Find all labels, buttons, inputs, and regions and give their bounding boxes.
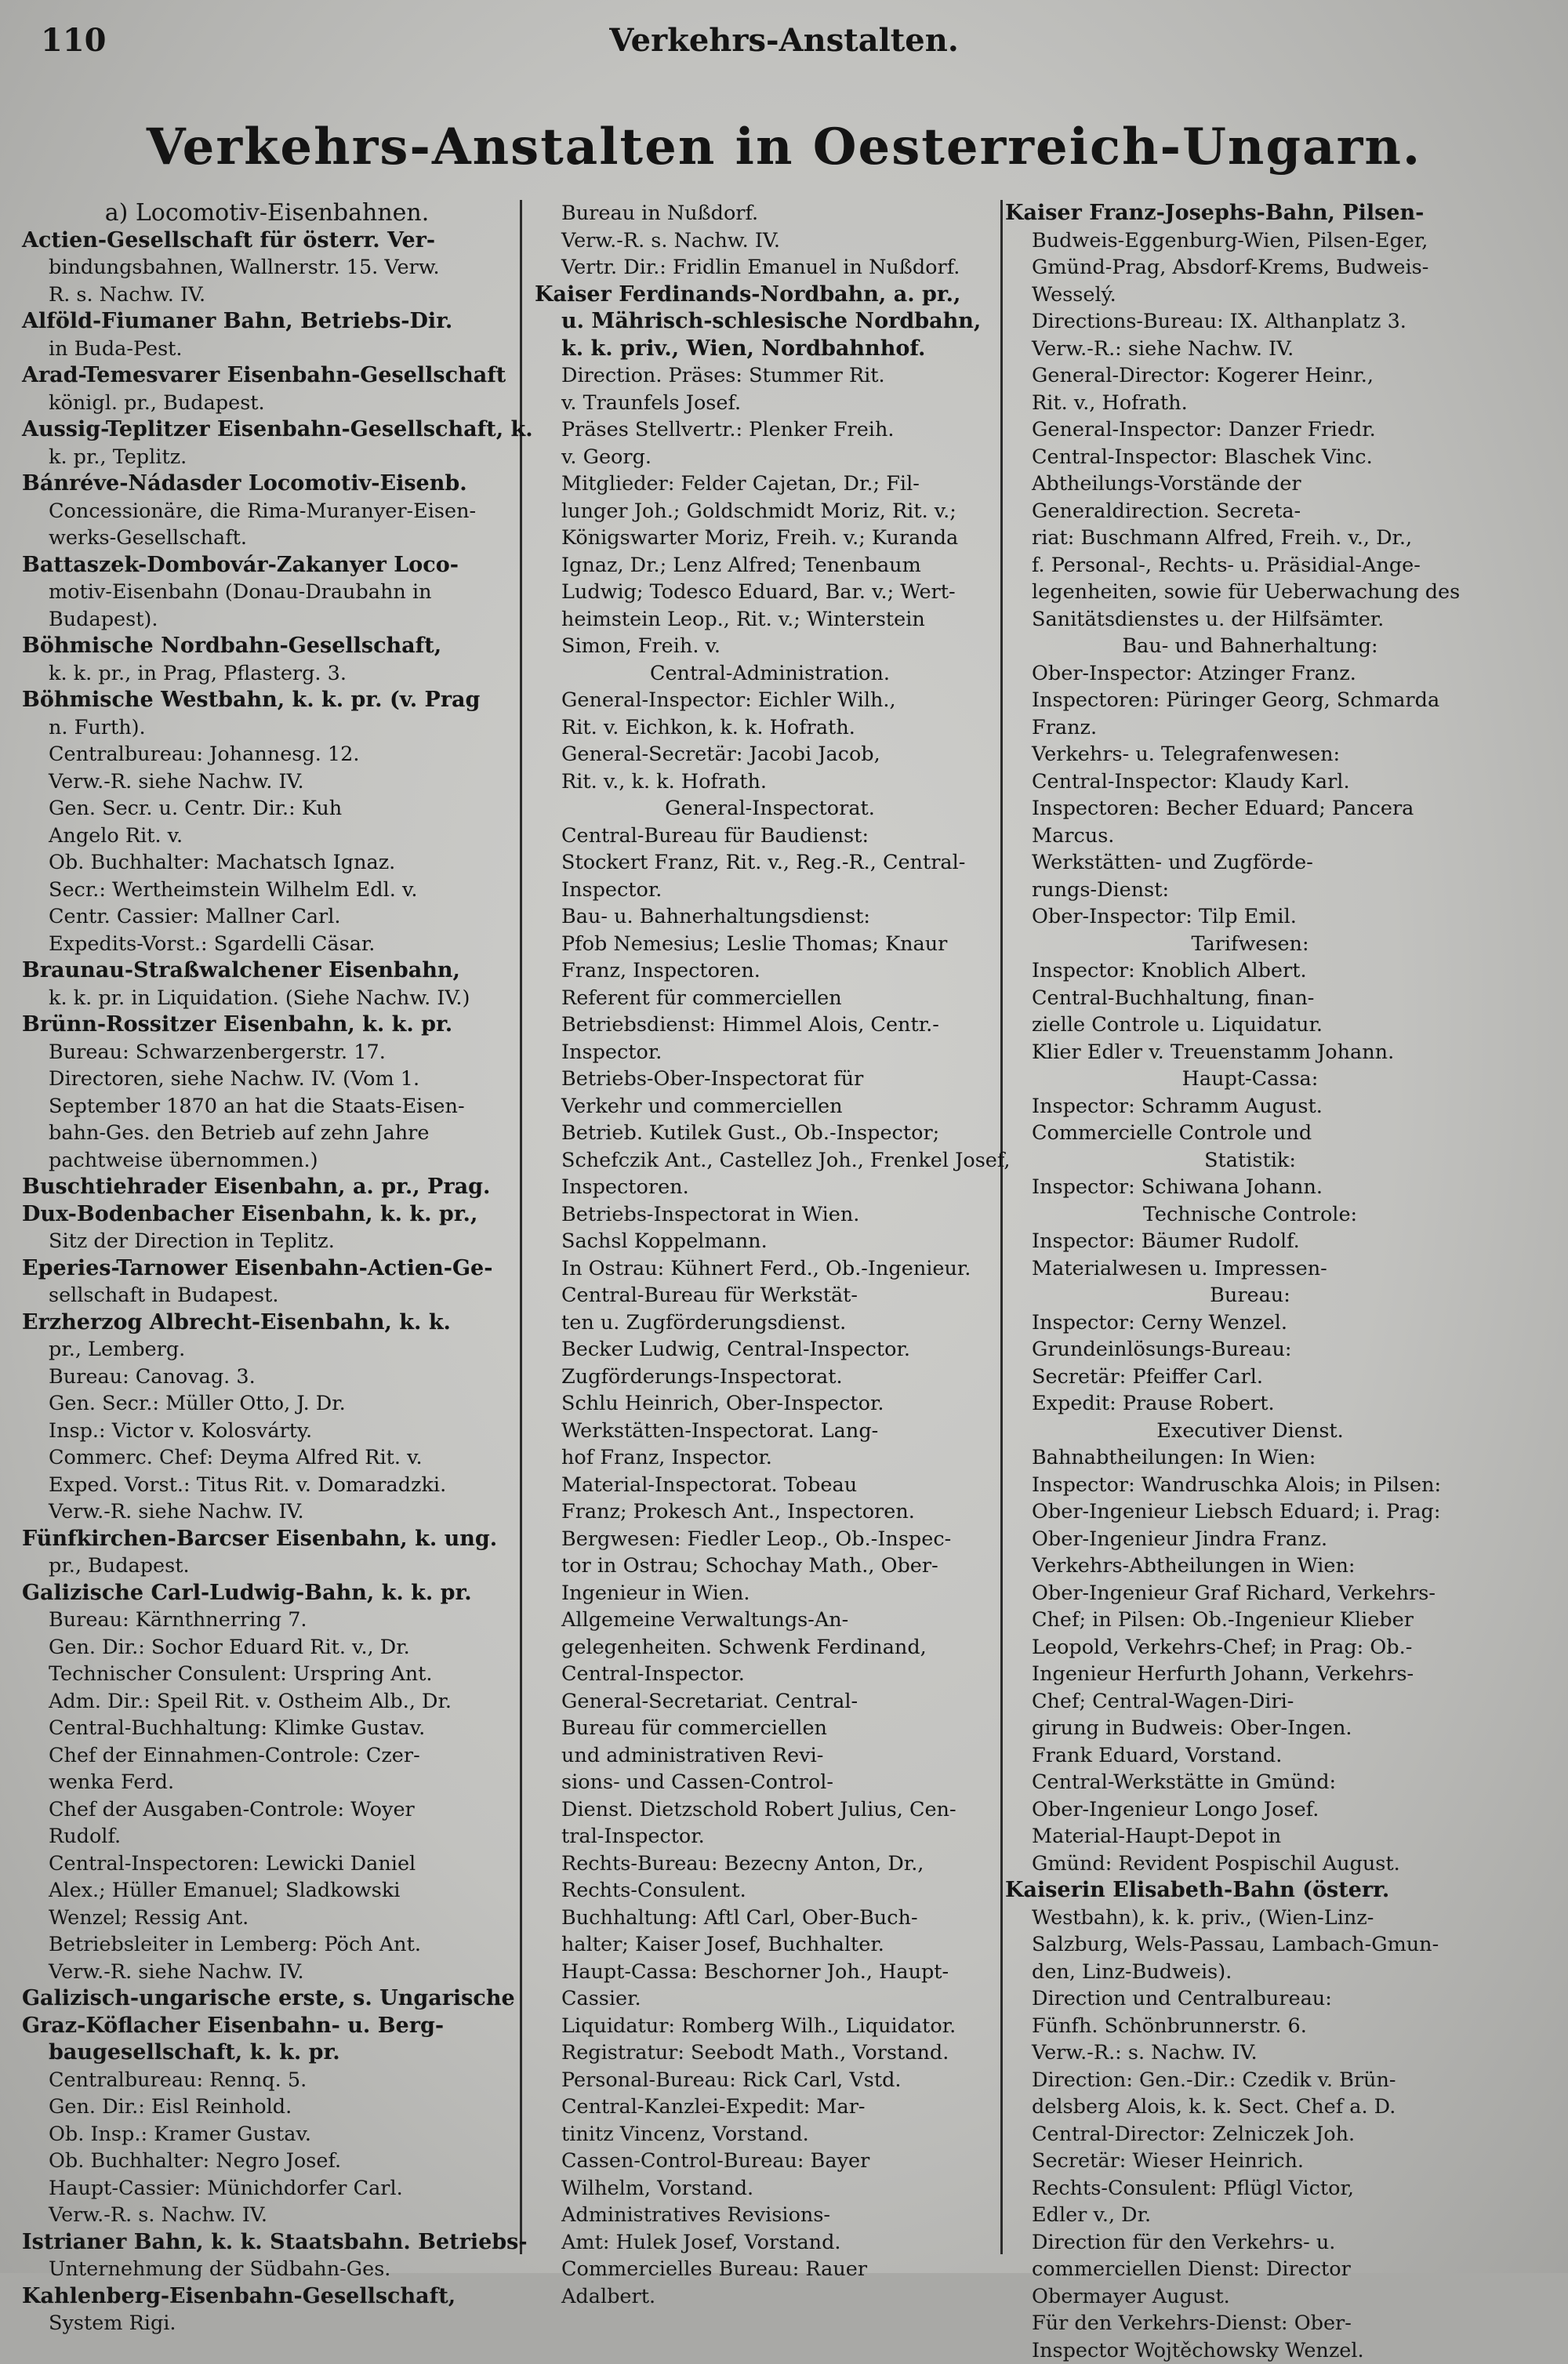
text-line: Central-Buchhaltung: Klimke Gustav. (22, 1715, 512, 1742)
text-line: delsberg Alois, k. k. Sect. Chef a. D. (1005, 2093, 1495, 2121)
text-line: Angelo Rit. v. (22, 822, 512, 850)
text-line: motiv-Eisenbahn (Donau-Draubahn in (22, 579, 512, 606)
text-line: Bureau: (1005, 1282, 1495, 1309)
text-line: Gen. Secr. u. Centr. Dir.: Kuh (22, 795, 512, 822)
text-line: Unternehmung der Südbahn-Ges. (22, 2256, 512, 2283)
text-line: System Rigi. (22, 2310, 512, 2337)
text-line: bahn-Ges. den Betrieb auf zehn Jahre (22, 1120, 512, 1147)
text-line: Central-Inspectoren: Lewicki Daniel (22, 1850, 512, 1878)
text-line: Inspector Wojtěchowsky Wenzel. (1005, 2337, 1495, 2364)
text-line: Wesselý. (1005, 281, 1495, 309)
text-line: Pfob Nemesius; Leslie Thomas; Knaur (535, 931, 1005, 958)
text-line: Franz; Prokesch Ant., Inspectoren. (535, 1498, 1005, 1526)
text-line: Technischer Consulent: Urspring Ant. (22, 1661, 512, 1688)
text-line: Commercielle Controle und (1005, 1120, 1495, 1147)
text-line: Chef; Central-Wagen-Diri- (1005, 1688, 1495, 1716)
text-line: Ober-Inspector: Atzinger Franz. (1005, 660, 1495, 688)
text-line: Bánréve-Nádasder Locomotiv-Eisenb. (22, 470, 512, 498)
text-line: Verw.-R.: siehe Nachw. IV. (1005, 336, 1495, 363)
text-line: Liquidatur: Romberg Wilh., Liquidator. (535, 2013, 1005, 2040)
text-line: Rechts-Consulent: Pflügl Victor, (1005, 2175, 1495, 2202)
text-line: Commerc. Chef: Deyma Alfred Rit. v. (22, 1444, 512, 1472)
text-line: Central-Bureau für Baudienst: (535, 822, 1005, 850)
text-line: Graz-Köflacher Eisenbahn- u. Berg- (22, 2013, 512, 2040)
text-line: Administratives Revisions- (535, 2202, 1005, 2229)
text-line: Executiver Dienst. (1005, 1418, 1495, 1445)
text-line: Inspector: Bäumer Rudolf. (1005, 1228, 1495, 1255)
text-line: Ob. Insp.: Kramer Gustav. (22, 2121, 512, 2148)
text-line: Braunau-Straßwalchener Eisenbahn, (22, 957, 512, 985)
text-line: Expedits-Vorst.: Sgardelli Cäsar. (22, 931, 512, 958)
text-line: n. Furth). (22, 714, 512, 742)
text-line: Dienst. Dietzschold Robert Julius, Cen- (535, 1796, 1005, 1824)
text-line: Inspectoren: Becher Eduard; Pancera (1005, 795, 1495, 822)
text-line: Ingenieur Herfurth Johann, Verkehrs- (1005, 1661, 1495, 1688)
text-line: Inspector: Schiwana Johann. (1005, 1174, 1495, 1201)
text-line: Ober-Inspector: Tilp Emil. (1005, 903, 1495, 931)
text-line: Bureau für commerciellen (535, 1715, 1005, 1742)
text-line: Directoren, siehe Nachw. IV. (Vom 1. (22, 1066, 512, 1093)
text-line: Rit. v., Hofrath. (1005, 390, 1495, 417)
text-line: Inspector: Knoblich Albert. (1005, 957, 1495, 985)
text-line: Wenzel; Ressig Ant. (22, 1905, 512, 1932)
text-line: Kaiserin Elisabeth-Bahn (österr. (1005, 1877, 1495, 1905)
text-line: Istrianer Bahn, k. k. Staatsbahn. Betriebs- (22, 2229, 512, 2257)
text-line: Directions-Bureau: IX. Althanplatz 3. (1005, 308, 1495, 336)
text-line: Rechts-Consulent. (535, 1877, 1005, 1905)
text-line: sellschaft in Budapest. (22, 1282, 512, 1309)
text-line: Secretär: Pfeiffer Carl. (1005, 1364, 1495, 1391)
text-line: Verw.-R. s. Nachw. IV. (535, 227, 1005, 255)
text-line: Kaiser Franz-Josephs-Bahn, Pilsen- (1005, 200, 1495, 227)
text-line: Central-Inspector: Klaudy Karl. (1005, 768, 1495, 796)
text-line: Inspectoren: Püringer Georg, Schmarda (1005, 687, 1495, 714)
text-line: Haupt-Cassa: (1005, 1066, 1495, 1093)
text-line: Eperies-Tarnower Eisenbahn-Actien-Ge- (22, 1255, 512, 1283)
text-line: Bureau in Nußdorf. (535, 200, 1005, 227)
page-header (0, 22, 1568, 69)
text-line: Obermayer August. (1005, 2283, 1495, 2311)
text-line: Actien-Gesellschaft für österr. Ver- (22, 227, 512, 255)
text-line: tor in Ostrau; Schochay Math., Ober- (535, 1552, 1005, 1580)
text-line: Central-Inspector. (535, 1661, 1005, 1688)
text-line: Schlu Heinrich, Ober-Inspector. (535, 1390, 1005, 1418)
text-line: Commercielles Bureau: Rauer (535, 2256, 1005, 2283)
text-line: werks-Gesellschaft. (22, 525, 512, 552)
text-line: Secr.: Wertheimstein Wilhelm Edl. v. (22, 877, 512, 904)
text-line: Schefczik Ant., Castellez Joh., Frenkel Josef, (535, 1147, 1005, 1175)
text-line: Stockert Franz, Rit. v., Reg.-R., Central- (535, 849, 1005, 877)
text-line: Simon, Freih. v. (535, 633, 1005, 660)
text-line: ten u. Zugförderungsdienst. (535, 1309, 1005, 1337)
text-line: Bureau: Schwarzenbergerstr. 17. (22, 1039, 512, 1066)
text-line: Ignaz, Dr.; Lenz Alfred; Tenenbaum (535, 552, 1005, 579)
text-line: Verw.-R. siehe Nachw. IV. (22, 768, 512, 796)
text-line: Betriebs-Inspectorat in Wien. (535, 1201, 1005, 1229)
text-line: Bergwesen: Fiedler Leop., Ob.-Inspec- (535, 1526, 1005, 1553)
text-line: Inspector. (535, 877, 1005, 904)
text-line: Frank Eduard, Vorstand. (1005, 1742, 1495, 1770)
text-line: Franz. (1005, 714, 1495, 742)
text-line: Adalbert. (535, 2283, 1005, 2311)
text-line: Kaiser Ferdinands-Nordbahn, a. pr., (535, 281, 1005, 309)
column-left (22, 200, 512, 2254)
text-line: Betriebs-Ober-Inspectorat für (535, 1066, 1005, 1093)
text-line: Alföld-Fiumaner Bahn, Betriebs-Dir. (22, 308, 512, 336)
text-line: Verw.-R. siehe Nachw. IV. (22, 1959, 512, 1986)
text-line: k. k. priv., Wien, Nordbahnhof. (535, 336, 1005, 363)
text-line: Böhmische Nordbahn-Gesellschaft, (22, 633, 512, 660)
text-line: lunger Joh.; Goldschmidt Moriz, Rit. v.; (535, 498, 1005, 525)
text-line: Central-Inspector: Blaschek Vinc. (1005, 444, 1495, 471)
text-line: sions- und Cassen-Control- (535, 1769, 1005, 1796)
text-line: Statistik: (1005, 1147, 1495, 1175)
text-line: Bau- u. Bahnerhaltungsdienst: (535, 903, 1005, 931)
text-line: Expedit: Prause Robert. (1005, 1390, 1495, 1418)
text-columns (0, 200, 1568, 2254)
text-line: Gen. Dir.: Sochor Eduard Rit. v., Dr. (22, 1634, 512, 1661)
text-line: Abtheilungs-Vorstände der (1005, 470, 1495, 498)
text-line: Sachsl Koppelmann. (535, 1228, 1005, 1255)
column-middle (535, 200, 1005, 2254)
text-line: Central-Administration. (535, 660, 1005, 688)
text-line: legenheiten, sowie für Ueberwachung des (1005, 579, 1495, 606)
text-line: v. Georg. (535, 444, 1005, 471)
text-line: Rit. v., k. k. Hofrath. (535, 768, 1005, 796)
text-line: Werkstätten- und Zugförde- (1005, 849, 1495, 877)
text-line: Central-Bureau für Werkstät- (535, 1282, 1005, 1309)
text-line: Klier Edler v. Treuenstamm Johann. (1005, 1039, 1495, 1066)
text-line: Kahlenberg-Eisenbahn-Gesellschaft, (22, 2283, 512, 2311)
text-line: Technische Controle: (1005, 1201, 1495, 1229)
text-line: Verw.-R. s. Nachw. IV. (22, 2202, 512, 2229)
text-line: Rechts-Bureau: Bezecny Anton, Dr., (535, 1850, 1005, 1878)
text-line: Budweis-Eggenburg-Wien, Pilsen-Eger, (1005, 227, 1495, 255)
text-line: Gmünd: Revident Pospischil August. (1005, 1850, 1495, 1878)
text-line: in Buda-Pest. (22, 336, 512, 363)
text-line: bindungsbahnen, Wallnerstr. 15. Verw. (22, 254, 512, 281)
text-line: Centralbureau: Johannesg. 12. (22, 741, 512, 768)
text-line: Arad-Temesvarer Eisenbahn-Gesellschaft (22, 362, 512, 390)
text-line: Centralbureau: Rennq. 5. (22, 2067, 512, 2094)
text-line: Edler v., Dr. (1005, 2202, 1495, 2229)
text-line: Cassier. (535, 1985, 1005, 2013)
text-line: Sanitätsdienstes u. der Hilfsämter. (1005, 606, 1495, 634)
text-line: Zugförderungs-Inspectorat. (535, 1364, 1005, 1391)
text-line: den, Linz-Budweis). (1005, 1959, 1495, 1986)
text-line: Becker Ludwig, Central-Inspector. (535, 1336, 1005, 1364)
text-line: k. k. pr. in Liquidation. (Siehe Nachw. IV.) (22, 985, 512, 1012)
text-line: Rudolf. (22, 1823, 512, 1850)
text-line: Ober-Ingenieur Longo Josef. (1005, 1796, 1495, 1824)
text-line: a) Locomotiv-Eisenbahnen. (22, 200, 512, 227)
text-line: u. Mährisch-schlesische Nordbahn, (535, 308, 1005, 336)
text-line: tinitz Vincenz, Vorstand. (535, 2121, 1005, 2148)
text-line: Aussig-Teplitzer Eisenbahn-Gesellschaft, k. (22, 416, 512, 444)
text-line: Wilhelm, Vorstand. (535, 2175, 1005, 2202)
text-line: Fünfh. Schönbrunnerstr. 6. (1005, 2013, 1495, 2040)
text-line: Böhmische Westbahn, k. k. pr. (v. Prag (22, 687, 512, 714)
text-line: girung in Budweis: Ober-Ingen. (1005, 1715, 1495, 1742)
text-line: Haupt-Cassier: Münichdorfer Carl. (22, 2175, 512, 2202)
text-line: Materialwesen u. Impressen- (1005, 1255, 1495, 1283)
text-line: Chef; in Pilsen: Ob.-Ingenieur Klieber (1005, 1607, 1495, 1634)
text-line: Verw.-R. siehe Nachw. IV. (22, 1498, 512, 1526)
text-line: commerciellen Dienst: Director (1005, 2256, 1495, 2283)
text-line: Bureau: Kärnthnerring 7. (22, 1607, 512, 1634)
text-line: und administrativen Revi- (535, 1742, 1005, 1770)
text-line: pr., Budapest. (22, 1552, 512, 1580)
text-line: Verkehrs-Abtheilungen in Wien: (1005, 1552, 1495, 1580)
text-line: Brünn-Rossitzer Eisenbahn, k. k. pr. (22, 1011, 512, 1039)
text-line: f. Personal-, Rechts- u. Präsidial-Ange- (1005, 552, 1495, 579)
text-line: Generaldirection. Secreta- (1005, 498, 1495, 525)
text-line: Erzherzog Albrecht-Eisenbahn, k. k. (22, 1309, 512, 1337)
text-line: wenka Ferd. (22, 1769, 512, 1796)
text-line: Central-Werkstätte in Gmünd: (1005, 1769, 1495, 1796)
text-line: Ob. Buchhalter: Machatsch Ignaz. (22, 849, 512, 877)
text-line: Gen. Dir.: Eisl Reinhold. (22, 2093, 512, 2121)
text-line: Central-Director: Zelniczek Joh. (1005, 2121, 1495, 2148)
text-line: Sitz der Direction in Teplitz. (22, 1228, 512, 1255)
text-line: Verkehr und commerciellen (535, 1093, 1005, 1120)
text-line: Secretär: Wieser Heinrich. (1005, 2148, 1495, 2175)
text-line: Dux-Bodenbacher Eisenbahn, k. k. pr., (22, 1201, 512, 1229)
text-line: Budapest). (22, 606, 512, 634)
text-line: Salzburg, Wels-Passau, Lambach-Gmun- (1005, 1931, 1495, 1959)
text-line: riat: Buschmann Alfred, Freih. v., Dr., (1005, 525, 1495, 552)
text-line: General-Director: Kogerer Heinr., (1005, 362, 1495, 390)
text-line: Galizische Carl-Ludwig-Bahn, k. k. pr. (22, 1580, 512, 1607)
text-line: Material-Haupt-Depot in (1005, 1823, 1495, 1850)
text-line: Direction und Centralbureau: (1005, 1985, 1495, 2013)
text-line: Amt: Hulek Josef, Vorstand. (535, 2229, 1005, 2257)
text-line: Gen. Secr.: Müller Otto, J. Dr. (22, 1390, 512, 1418)
text-line: Exped. Vorst.: Titus Rit. v. Domaradzki. (22, 1472, 512, 1499)
text-line: gelegenheiten. Schwenk Ferdinand, (535, 1634, 1005, 1661)
text-line: Central-Kanzlei-Expedit: Mar- (535, 2093, 1005, 2121)
text-line: Chef der Einnahmen-Controle: Czer- (22, 1742, 512, 1770)
text-line: Cassen-Control-Bureau: Bayer (535, 2148, 1005, 2175)
text-line: Material-Inspectorat. Tobeau (535, 1472, 1005, 1499)
text-line: Inspector: Wandruschka Alois; in Pilsen: (1005, 1472, 1495, 1499)
text-line: Alex.; Hüller Emanuel; Sladkowski (22, 1877, 512, 1905)
text-line: General-Secretariat. Central- (535, 1688, 1005, 1716)
text-line: Betriebsdienst: Himmel Alois, Centr.- (535, 1011, 1005, 1039)
text-line: Bahnabtheilungen: In Wien: (1005, 1444, 1495, 1472)
text-line: General-Inspector: Eichler Wilh., (535, 687, 1005, 714)
text-line: Direction für den Verkehrs- u. (1005, 2229, 1495, 2257)
text-line: Buchhaltung: Aftl Carl, Ober-Buch- (535, 1905, 1005, 1932)
text-line: Bau- und Bahnerhaltung: (1005, 633, 1495, 660)
text-line: zielle Controle u. Liquidatur. (1005, 1011, 1495, 1039)
text-line: tral-Inspector. (535, 1823, 1005, 1850)
text-line: Adm. Dir.: Speil Rit. v. Ostheim Alb., Dr. (22, 1688, 512, 1716)
text-line: Werkstätten-Inspectorat. Lang- (535, 1418, 1005, 1445)
text-line: pr., Lemberg. (22, 1336, 512, 1364)
text-line: September 1870 an hat die Staats-Eisen- (22, 1093, 512, 1120)
text-line: Registratur: Seebodt Math., Vorstand. (535, 2039, 1005, 2067)
text-line: Verw.-R.: s. Nachw. IV. (1005, 2039, 1495, 2067)
text-line: Inspector: Schramm August. (1005, 1093, 1495, 1120)
text-line: Galizisch-ungarische erste, s. Ungarische (22, 1985, 512, 2013)
text-line: Betriebsleiter in Lemberg: Pöch Ant. (22, 1931, 512, 1959)
text-line: Buschtiehrader Eisenbahn, a. pr., Prag. (22, 1174, 512, 1201)
text-line: Rit. v. Eichkon, k. k. Hofrath. (535, 714, 1005, 742)
text-line: k. k. pr., in Prag, Pflasterg. 3. (22, 660, 512, 688)
text-line: Vertr. Dir.: Fridlin Emanuel in Nußdorf. (535, 254, 1005, 281)
text-line: k. pr., Teplitz. (22, 444, 512, 471)
text-line: General-Inspectorat. (535, 795, 1005, 822)
text-line: Betrieb. Kutilek Gust., Ob.-Inspector; (535, 1120, 1005, 1147)
text-line: Westbahn), k. k. priv., (Wien-Linz- (1005, 1905, 1495, 1932)
text-line: Personal-Bureau: Rick Carl, Vstd. (535, 2067, 1005, 2094)
text-line: Insp.: Victor v. Kolosvárty. (22, 1418, 512, 1445)
text-line: Franz, Inspectoren. (535, 957, 1005, 985)
text-line: Ober-Ingenieur Graf Richard, Verkehrs- (1005, 1580, 1495, 1607)
text-line: Ob. Buchhalter: Negro Josef. (22, 2148, 512, 2175)
main-title: Verkehrs-Anstalten in Oesterreich-Ungarn. (0, 118, 1568, 176)
text-line: Referent für commerciellen (535, 985, 1005, 1012)
text-line: halter; Kaiser Josef, Buchhalter. (535, 1931, 1005, 1959)
text-line: Marcus. (1005, 822, 1495, 850)
text-line: Ingenieur in Wien. (535, 1580, 1005, 1607)
text-line: Gmünd-Prag, Absdorf-Krems, Budweis- (1005, 254, 1495, 281)
text-line: Ober-Ingenieur Jindra Franz. (1005, 1526, 1495, 1553)
text-line: Battaszek-Dombovár-Zakanyer Loco- (22, 552, 512, 579)
text-line: Central-Buchhaltung, finan- (1005, 985, 1495, 1012)
text-line: Direction: Gen.-Dir.: Czedik v. Brün- (1005, 2067, 1495, 2094)
text-line: Allgemeine Verwaltungs-An- (535, 1607, 1005, 1634)
text-line: heimstein Leop., Rit. v.; Winterstein (535, 606, 1005, 634)
text-line: Concessionäre, die Rima-Muranyer-Eisen- (22, 498, 512, 525)
text-line: Königswarter Moriz, Freih. v.; Kuranda (535, 525, 1005, 552)
text-line: Leopold, Verkehrs-Chef; in Prag: Ob.- (1005, 1634, 1495, 1661)
text-line: Präses Stellvertr.: Plenker Freih. (535, 416, 1005, 444)
text-line: Ober-Ingenieur Liebsch Eduard; i. Prag: (1005, 1498, 1495, 1526)
text-line: Tarifwesen: (1005, 931, 1495, 958)
text-line: Fünfkirchen-Barcser Eisenbahn, k. ung. (22, 1526, 512, 1553)
text-line: pachtweise übernommen.) (22, 1147, 512, 1175)
text-line: Haupt-Cassa: Beschorner Joh., Haupt- (535, 1959, 1005, 1986)
text-line: General-Secretär: Jacobi Jacob, (535, 741, 1005, 768)
running-title: Verkehrs-Anstalten. (0, 22, 1568, 59)
text-line: Inspectoren. (535, 1174, 1005, 1201)
text-line: Direction. Präses: Stummer Rit. (535, 362, 1005, 390)
text-line: General-Inspector: Danzer Friedr. (1005, 416, 1495, 444)
text-line: Inspector: Cerny Wenzel. (1005, 1309, 1495, 1337)
text-line: Centr. Cassier: Mallner Carl. (22, 903, 512, 931)
text-line: Inspector. (535, 1039, 1005, 1066)
text-line: Bureau: Canovag. 3. (22, 1364, 512, 1391)
text-line: v. Traunfels Josef. (535, 390, 1005, 417)
text-line: In Ostrau: Kühnert Ferd., Ob.-Ingenieur. (535, 1255, 1005, 1283)
text-line: hof Franz, Inspector. (535, 1444, 1005, 1472)
text-line: R. s. Nachw. IV. (22, 281, 512, 309)
text-line: Grundeinlösungs-Bureau: (1005, 1336, 1495, 1364)
text-line: Chef der Ausgaben-Controle: Woyer (22, 1796, 512, 1824)
text-line: baugesellschaft, k. k. pr. (22, 2039, 512, 2067)
text-line: Mitglieder: Felder Cajetan, Dr.; Fil- (535, 470, 1005, 498)
text-line: königl. pr., Budapest. (22, 390, 512, 417)
page-number: 110 (41, 22, 107, 59)
text-line: Verkehrs- u. Telegrafenwesen: (1005, 741, 1495, 768)
column-right (1005, 200, 1495, 2254)
text-line: Für den Verkehrs-Dienst: Ober- (1005, 2310, 1495, 2337)
text-line: rungs-Dienst: (1005, 877, 1495, 904)
text-line: Ludwig; Todesco Eduard, Bar. v.; Wert- (535, 579, 1005, 606)
